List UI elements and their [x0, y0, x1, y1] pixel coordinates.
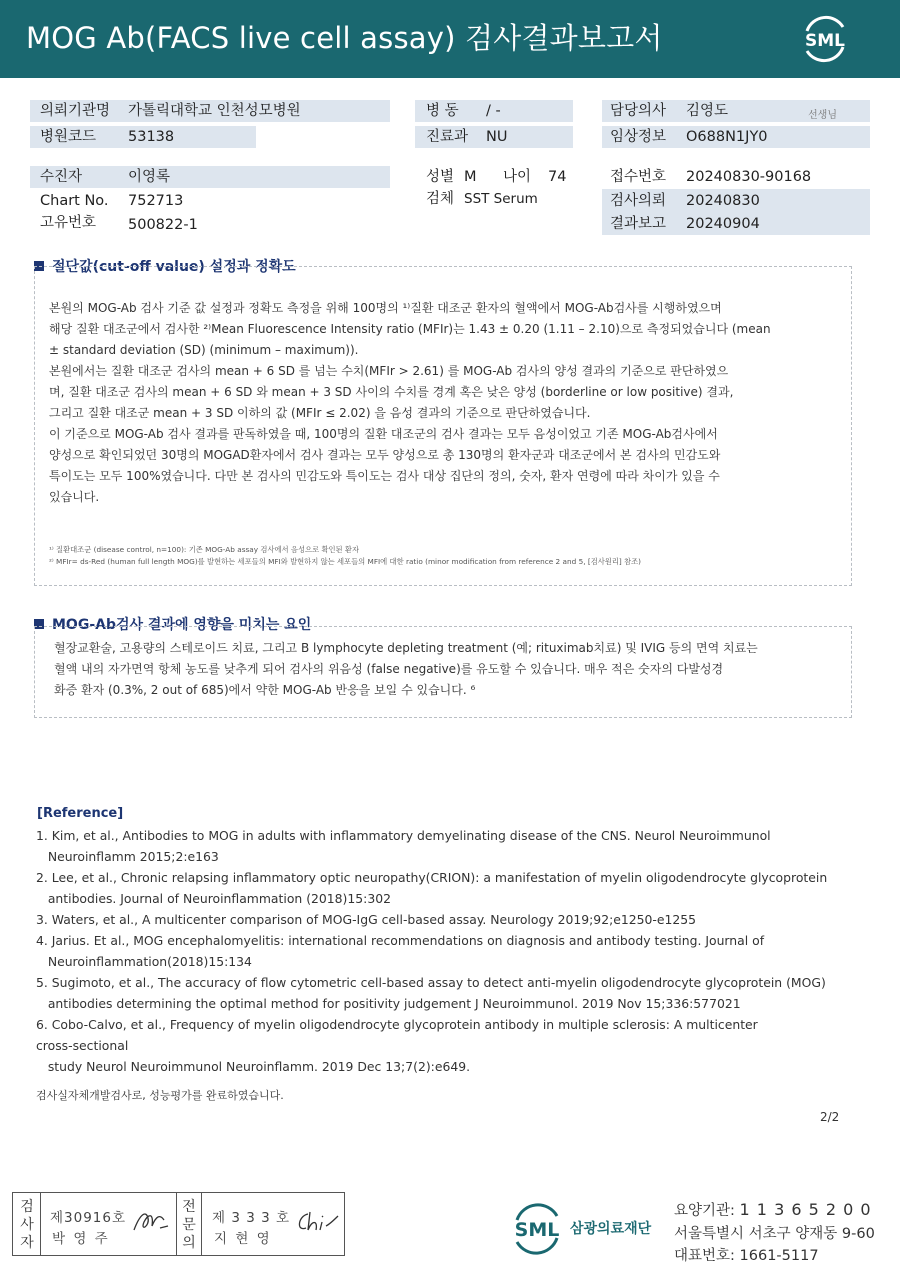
- ward-value: / -: [486, 103, 501, 119]
- section2-line: 화증 환자 (0.3%, 2 out of 685)에서 약한 MOG-Ab 반응을 보일 수 있습니다. ⁶: [54, 683, 476, 697]
- section2-line: 혈액 내의 자가면역 항체 농도를 낮추게 되어 검사의 위음성 (false negative)를 유도할 수 있습니다. 매우 적은 숫자의 다발성경: [54, 662, 724, 676]
- section1-title: 절단값(cut-off value) 설정과 정확도: [34, 256, 296, 276]
- specimen-value: SST Serum: [464, 191, 538, 207]
- uid-label: 고유번호: [40, 215, 97, 231]
- stamp-divider: [40, 1192, 41, 1256]
- care-number: 1 1 3 6 5 2 0 0: [739, 1200, 872, 1219]
- reference-line: 5. Sugimoto, et al., The accuracy of flow cytometric cell-based assay to detect anti-myelin oligodendrocyte glycoprotein (MOG): [36, 975, 826, 990]
- footnote: ¹⁾ 질환대조군 (disease control, n=100): 기존 MOG-Ab assay 검사에서 음성으로 확인된 환자: [49, 545, 360, 554]
- receipt-value: 20240830-90168: [686, 169, 812, 185]
- section1-line: 본원에서는 질환 대조군 검사의 mean + 6 SD 를 넘는 수치(MFIr > 2.61) 를 MOG-Ab 검사의 양성 결과의 기준으로 판단하였으: [49, 364, 729, 378]
- req-org-value: 가톨릭대학교 인천성모병원: [128, 103, 301, 119]
- section1-line: 양성으로 확인되었던 30명의 MOGAD환자에서 검사 결과는 모두 양성으로 총 130명의 환자군과 대조군에서 본 검사의 민감도와: [49, 448, 721, 462]
- section1-line: 이 기준으로 MOG-Ab 검사 결과를 판독하였을 때, 100명의 질환 대조군의 검사 결과는 모두 음성이었고 기존 MOG-Ab검사에서: [49, 427, 718, 441]
- section1-line: 특이도는 모두 100%였습니다. 다만 본 검사의 민감도와 특이도는 검사 대상 집단의 정의, 숫자, 환자 연령에 따라 차이가 있을 수: [49, 469, 720, 483]
- lab-note: 검사실자체개발검사로, 성능평가를 완료하였습니다.: [36, 1089, 284, 1102]
- section1-line: ± standard deviation (SD) (minimum – maximum)).: [49, 343, 359, 357]
- section1-body: [49, 298, 771, 508]
- reference-line: Neuroinflammation(2018)15:134: [36, 954, 252, 969]
- section2-title: MOG-Ab검사 결과에 영향을 미치는 요인: [34, 614, 311, 634]
- reference-line: 2. Lee, et al., Chronic relapsing inflammatory optic neuropathy(CRION): a manifestation of myelin oligodendrocyte glycoprotein: [36, 870, 828, 885]
- stamp-divider: [176, 1192, 177, 1256]
- examiner-signature: [130, 1206, 172, 1236]
- chart-label: Chart No.: [40, 193, 109, 209]
- sml-logo-text: SML: [805, 31, 845, 51]
- stamp-divider: [201, 1192, 202, 1256]
- age-label: 나이: [503, 169, 532, 185]
- specialist-signature: [292, 1206, 340, 1236]
- patient-label: 수진자: [40, 169, 83, 185]
- reference-line: 1. Kim, et al., Antibodies to MOG in adults with inflammatory demyelinating disease of the CNS. Neurol Neuroimmunol: [36, 828, 771, 843]
- reference-line: study Neurol Neuroimmunol Neuroinflamm. 2019 Dec 13;7(2):e649.: [36, 1059, 471, 1074]
- section1-line: 있습니다.: [49, 490, 100, 504]
- section1-line: 며, 질환 대조군 검사의 mean + 6 SD 와 mean + 3 SD 사이의 수치를 경계 혹은 낮은 양성 (borderline or low positive) 결과,: [49, 385, 734, 399]
- patient-value: 이영록: [128, 169, 171, 185]
- footer-sml-text: SML: [514, 1219, 560, 1241]
- specialist-name: 지 현 영: [214, 1231, 272, 1247]
- phone-number: 1661-5117: [739, 1248, 819, 1264]
- req-org-label: 의뢰기관명: [40, 103, 111, 119]
- phone: [674, 1244, 819, 1265]
- reference-line: antibodies. Journal of Neuroinflammation (2018)15:302: [36, 891, 391, 906]
- hosp-code-value: 53138: [128, 129, 175, 145]
- section1-footnotes: [49, 544, 641, 568]
- section2-body: [54, 638, 758, 701]
- address: 서울특별시 서초구 양재동 9-60: [674, 1226, 875, 1242]
- footer-sml-logo: [507, 1200, 567, 1256]
- age-value: 74: [548, 169, 567, 185]
- hosp-code-label: 병원코드: [40, 129, 97, 145]
- receipt-label: 접수번호: [610, 169, 667, 185]
- reference-line: cross-sectional: [36, 1038, 129, 1053]
- care-label: 요양기관:: [674, 1203, 735, 1219]
- sex-label: 성별: [426, 169, 455, 185]
- doctor-suffix: 선생님: [808, 110, 837, 121]
- examiner-label: 검사자: [20, 1199, 34, 1251]
- doctor-label: 담당의사: [610, 103, 667, 119]
- phone-label: 대표번호:: [674, 1248, 735, 1264]
- foundation-name: 삼광의료재단: [570, 1221, 652, 1237]
- dept-value: NU: [486, 129, 508, 145]
- specialist-label: 전문의: [182, 1199, 196, 1251]
- report-label: 결과보고: [610, 216, 667, 232]
- sex-value: M: [464, 169, 477, 185]
- clinical-value: O688N1JY0: [686, 129, 768, 145]
- specialist-number: 제 3 3 3 호: [212, 1210, 291, 1226]
- reference-line: 3. Waters, et al., A multicenter comparison of MOG-IgG cell-based assay. Neurology 2019;92;e1250-e1255: [36, 912, 697, 927]
- chart-value: 752713: [128, 193, 184, 209]
- footnote: ²⁾ MFIr= ds-Red (human full length MOG)를 발현하는 세포들의 MFI와 발현하지 않는 세포들의 MFI에 대한 ratio (minor modification from reference 2 and 5, [검사원리] 참조): [49, 557, 642, 566]
- reference-line: 4. Jarius. Et al., MOG encephalomyelitis: international recommendations on diagnosis and antibody testing. Journal of: [36, 933, 765, 948]
- doctor-value: 김영도: [686, 103, 729, 119]
- care-institution: [674, 1199, 872, 1220]
- report-value: 20240904: [686, 216, 760, 232]
- reference-title: [Reference]: [37, 806, 124, 821]
- section1-line: 그리고 질환 대조군 mean + 3 SD 이하의 값 (MFIr ≤ 2.02) 을 음성 결과의 기준으로 판단하였습니다.: [49, 406, 591, 420]
- clinical-label: 임상정보: [610, 129, 667, 145]
- dept-label: 진료과: [426, 129, 469, 145]
- ward-label: 병 동: [426, 103, 459, 119]
- report-title: MOG Ab(FACS live cell assay) 검사결과보고서: [26, 21, 663, 55]
- sml-logo: [795, 13, 855, 65]
- section1-line: 해당 질환 대조군에서 검사한 ²⁾Mean Fluorescence Intensity ratio (MFIr)는 1.43 ± 0.20 (1.11 – 2.10)으로 측정되었습니다 (mean: [49, 322, 771, 336]
- section2-line: 혈장교환술, 고용량의 스테로이드 치료, 그리고 B lymphocyte depleting treatment (예; rituximab치료) 및 IVIG 등의 면역 치료는: [54, 641, 758, 655]
- reference-line: 6. Cobo-Calvo, et al., Frequency of myelin oligodendrocyte glycoprotein antibody in multiple sclerosis: A multicenter: [36, 1017, 758, 1032]
- specimen-label: 검체: [426, 191, 455, 207]
- page-number: 2/2: [820, 1110, 840, 1124]
- section1-line: 본원의 MOG-Ab 검사 기준 값 설정과 정확도 측정을 위해 100명의 ¹⁾질환 대조군 환자의 혈액에서 MOG-Ab검사를 시행하였으며: [49, 301, 722, 315]
- examiner-number: 제30916호: [50, 1210, 127, 1226]
- patient-row: [30, 166, 390, 188]
- reference-list: [36, 825, 827, 1077]
- test-req-label: 검사의뢰: [610, 193, 667, 209]
- reference-line: Neuroinflamm 2015;2:e163: [36, 849, 219, 864]
- examiner-name: 박 영 주: [52, 1231, 110, 1247]
- test-req-value: 20240830: [686, 193, 760, 209]
- reference-line: antibodies determining the optimal method for positivity judgement J Neuroimmunol. 2019 Nov 15;336:577021: [36, 996, 741, 1011]
- uid-value: 500822-1: [128, 217, 198, 233]
